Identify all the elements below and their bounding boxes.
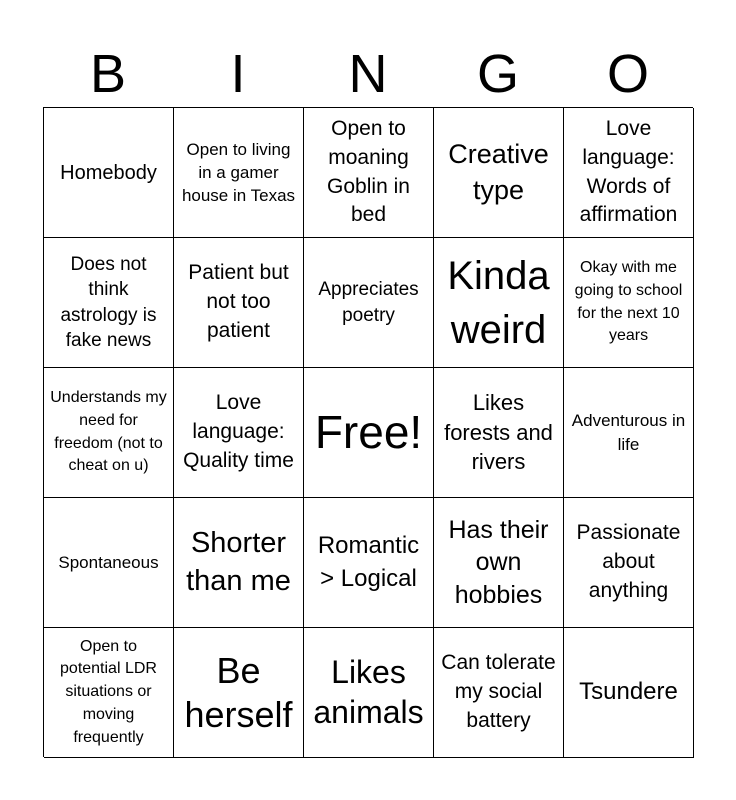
bingo-cell-text: Be herself: [184, 650, 293, 735]
bingo-cell-text: Appreciates poetry: [318, 279, 419, 326]
bingo-cell-text: Love language: Words of affirmation: [579, 116, 678, 227]
bingo-cell[interactable]: [44, 628, 174, 758]
bingo-cell[interactable]: [434, 628, 564, 758]
bingo-cell[interactable]: [434, 238, 564, 368]
bingo-cell[interactable]: [174, 498, 304, 628]
bingo-cell[interactable]: [44, 108, 174, 238]
header-letter-n: N: [348, 44, 388, 104]
header-letter-o: O: [606, 44, 649, 104]
bingo-cell-text: Tsundere: [579, 678, 678, 706]
bingo-header: [43, 40, 693, 108]
bingo-cell-text: Patient but not too patient: [188, 261, 289, 342]
bingo-cell[interactable]: [174, 628, 304, 758]
header-letter-b: B: [89, 44, 127, 104]
bingo-board: [43, 107, 693, 757]
bingo-cell[interactable]: [434, 108, 564, 238]
bingo-cell-text: Can tolerate my social battery: [441, 651, 556, 732]
bingo-cell-text: Open to living in a gamer house in Texas: [181, 139, 296, 206]
bingo-cell-text: Does not think astrology is fake news: [60, 254, 157, 351]
bingo-cell-text: Likes forests and rivers: [444, 390, 553, 475]
bingo-cell[interactable]: [44, 238, 174, 368]
header-letter-i: I: [230, 44, 246, 104]
bingo-cell-text: Creative type: [448, 139, 549, 205]
bingo-cell-text: Romantic > Logical: [317, 532, 420, 592]
bingo-cell[interactable]: [564, 108, 694, 238]
bingo-cell-text: Likes animals: [313, 654, 424, 730]
bingo-cell[interactable]: [44, 498, 174, 628]
bingo-cell-text: Open to moaning Goblin in bed: [327, 116, 410, 227]
bingo-cell[interactable]: [434, 368, 564, 498]
bingo-cell[interactable]: [564, 368, 694, 498]
bingo-cell-text: Open to potential LDR situations or moving frequently: [60, 637, 157, 746]
bingo-cell[interactable]: [174, 368, 304, 498]
bingo-cell-text: Homebody: [60, 161, 157, 184]
bingo-cell[interactable]: [434, 498, 564, 628]
bingo-cell[interactable]: [564, 498, 694, 628]
bingo-cell[interactable]: [304, 628, 434, 758]
bingo-cell[interactable]: [304, 238, 434, 368]
bingo-cell-text: Spontaneous: [58, 552, 159, 572]
bingo-cell[interactable]: [564, 238, 694, 368]
bingo-cell-text: Understands my need for freedom (not to cheat on u): [50, 389, 167, 475]
bingo-cell[interactable]: [174, 238, 304, 368]
bingo-cell-text: Passionate about anything: [576, 521, 681, 602]
bingo-cell[interactable]: [564, 628, 694, 758]
bingo-cell-text: Shorter than me: [186, 526, 291, 597]
header-letter-g: G: [476, 44, 519, 104]
bingo-cell-text: Kinda weird: [447, 253, 550, 352]
bingo-cell[interactable]: [304, 498, 434, 628]
bingo-cell-text: Has their own hobbies: [448, 515, 549, 609]
bingo-cell-text: Love language: Quality time: [183, 391, 294, 472]
free-space-text: Free!: [314, 406, 423, 459]
bingo-cell[interactable]: [174, 108, 304, 238]
bingo-cell[interactable]: [304, 108, 434, 238]
bingo-cell-text: Okay with me going to school for the next 10 years: [574, 259, 683, 345]
free-space-cell[interactable]: [304, 368, 434, 498]
bingo-cell[interactable]: [44, 368, 174, 498]
bingo-cell-text: Adventurous in life: [571, 411, 686, 454]
